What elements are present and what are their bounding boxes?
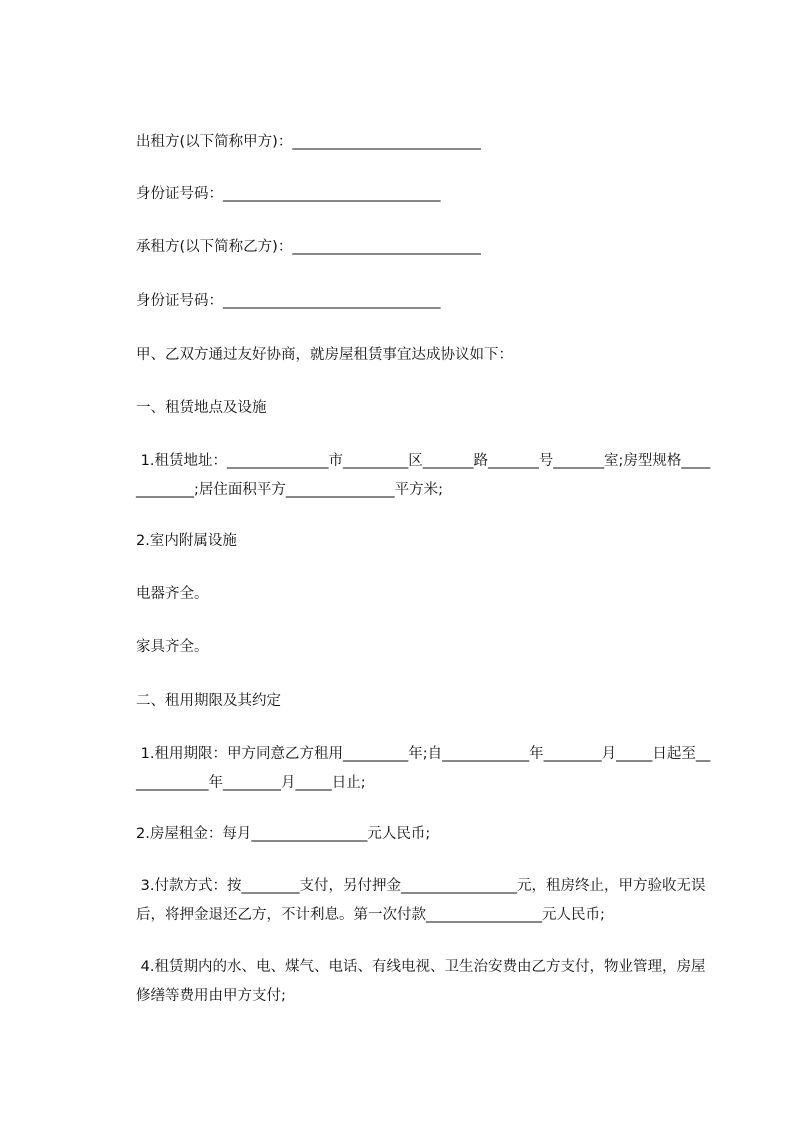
agreement-intro: 甲、乙双方通过友好协商，就房屋租赁事宜达成协议如下： xyxy=(136,347,513,363)
clause-1-1-address: 1.租赁地址：______________市_________区_______路_______号_______室;房型规格____________;居住面积平方_______________平方米; xyxy=(136,453,711,498)
clause-2-2-rent: 2.房屋租金：每月________________元人民币; xyxy=(136,826,431,842)
clause-1-2-heading: 2.室内附属设施 xyxy=(136,533,237,549)
section-2-heading: 二、租用期限及其约定 xyxy=(136,693,281,709)
section-1-heading: 一、租赁地点及设施 xyxy=(136,400,267,416)
clause-2-4-utilities: 4.租赁期内的水、电、煤气、电话、有线电视、卫生治安费由乙方支付，物业管理，房屋修缮等费用由甲方支付; xyxy=(136,959,706,1004)
lessor-id-line: 身份证号码：______________________________ xyxy=(136,186,441,202)
clause-2-1-term: 1.租用期限：甲方同意乙方租用_________年;自____________年________月_____日起至____________年________月_____日止; xyxy=(136,746,711,791)
clause-2-3-payment: 3.付款方式：按________支付，另付押金________________元，租房终止，甲方验收无误后，将押金退还乙方，不计利息。第一次付款________________元人民币; xyxy=(136,878,706,923)
appliances-line: 电器齐全。 xyxy=(136,586,209,602)
lessor-name-line: 出租方(以下简称甲方)：__________________________ xyxy=(136,134,481,150)
lessee-id-line: 身份证号码：______________________________ xyxy=(136,293,441,309)
lessee-name-line: 承租方(以下简称乙方)：__________________________ xyxy=(136,239,481,255)
furniture-line: 家具齐全。 xyxy=(136,639,209,655)
